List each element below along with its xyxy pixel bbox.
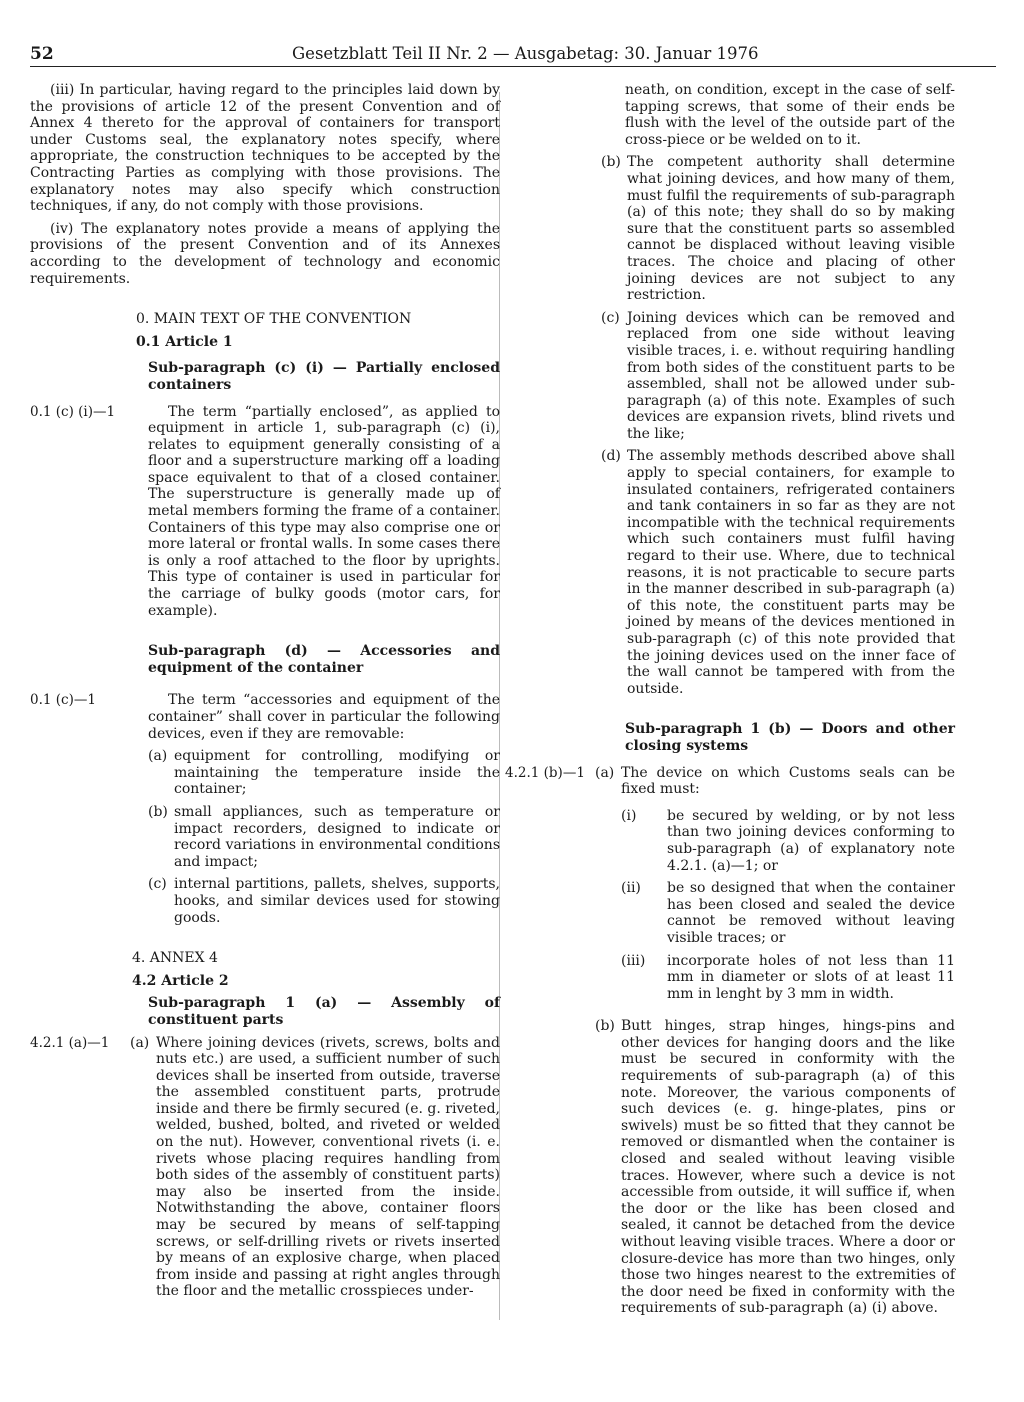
note-body: The device on which Customs seals can be fixed must: <box>621 764 955 798</box>
note-ref: 0.1 (c)—1 <box>30 692 96 709</box>
subheading-1b: Sub-paragraph 1 (b) — Doors and other closing systems <box>625 721 955 754</box>
note-ref: 4.2.1 (b)—1 <box>505 764 585 781</box>
note-body: Where joining devices (rivets, screws, bolts and nuts etc.) are used, a sufficient number of such devices shall be inserted from outside, traverse the assembled constituent parts, protrude inside and there be firmly secured (e. g. riveted, welded, bushed, bolted, and riveted or welded on the nut). However, conventional rivets (i. e. rivets whose placing requires handling from both sides of the assembly of constituent parts) may also be inserted from the inside. Notwithstanding the above, container floors may be secured by means of self-tapping screws, or self-drilling rivets or rivets inserted by means of an explosive charge, when placed from inside and passing at right angles through the floor and the metallic crosspieces under- <box>156 1034 500 1300</box>
note-ref: 4.2.1 (a)—1 <box>30 1034 110 1051</box>
heading-article-1: 0.1 Article 1 <box>136 333 233 350</box>
heading-article-2: 4.2 Article 2 <box>132 972 229 989</box>
note-4-2-1-a-1: 4.2.1 (a)—1 (a) Where joining devices (rivets, screws, bolts and nuts etc.) are used, a sufficient number of such devices shall be inserted from outside, traverse the assembled constituent parts, protrude inside and there be firmly secured (e. g. riveted, welded, bushed, bolted, and riveted or welded on the nut). However, conventional rivets (i. e. rivets whose placing requires handling from both sides of the assembly of constituent parts) may also be inserted from the inside. Notwithstanding the above, container floors may be secured by means of self-tapping screws, or self-drilling rivets or rivets inserted by means of an explosive charge, when placed from inside and passing at right angles through the floor and the metallic crosspieces under- <box>30 1034 500 1300</box>
note-continuation: neath, on condition, except in the case of self-tapping screws, that some of their ends be flush with the level of the outside part of the cross-piece or be welded on to it. <box>625 82 955 148</box>
right-column <box>505 82 955 1317</box>
note-body: The term “accessories and equipment of the container” shall cover in particular the following devices, even if they are removable: <box>148 692 500 742</box>
page-number: 52 <box>30 44 54 64</box>
subheading-c: Sub-paragraph (c) (i) — Partially enclosed containers <box>148 360 500 393</box>
sub-list-item: (iii) incorporate holes of not less than 11 mm in diameter or slots of at least 11 mm in lenght by 3 mm in width. <box>621 952 955 1002</box>
paragraph-iv: (iv) The explanatory notes provide a means of applying the provisions of the present Convention and of its Annexes according to the development of technology and economic requirements. <box>30 220 500 287</box>
list-item: (c) Joining devices which can be removed and replaced from one side without leaving visible traces, i. e. without requiring handling from both sides of the constituent parts to be assembled, shall not be allowed under sub-paragraph (a) of this note. Examples of such devices are expansion rivets, blind rivets und the like; <box>601 309 955 442</box>
list-item: (b) Butt hinges, strap hinges, hings-pins and other devices for hanging doors and the like must be secured in conformity with the requirements of sub-paragraph (a) of this note. Moreover, the various components of such devices (e. g. hinge-plates, pins or swivels) must be so fitted that they cannot be removed or dismantled when the container is closed and sealed without leaving visible traces. However, where such a device is not accessible from outside, it will suffice if, when the door or the like has been closed and sealed, it cannot be detached from the device without leaving visible traces. Where a door or closure-device has more than two hinges, only those two hinges nearest to the extremities of the door need be fixed in conformity with the requirements of sub-paragraph (a) (i) above. <box>595 1018 955 1317</box>
note-0-1-c-i-1 <box>30 404 500 620</box>
note-0-1-c-1 <box>30 692 500 926</box>
subheading-1a: Sub-paragraph 1 (a) — Assembly of constituent parts <box>148 995 500 1028</box>
sub-list-item: (ii) be so designed that when the container has been closed and sealed the device cannot be removed without leaving visible traces; or <box>621 880 955 946</box>
paragraph-iii: (iii) In particular, having regard to the principles laid down by the provisions of article 12 of the present Convention and of Annex 4 thereto for the approval of containers for transport under Customs seal, the explanatory notes specify, where appropriate, the construction techniques to be accepted by the Contracting Parties as complying with those provisions. The explanatory notes may also specify which construction techniques, if any, do not comply with those provisions. <box>30 82 500 215</box>
list-item: (b) small appliances, such as temperature or impact recorders, designed to indicate or record variations in environmental conditions and impact; <box>148 803 500 870</box>
running-title: Gesetzblatt Teil II Nr. 2 — Ausgabetag: 30. Januar 1976 <box>292 44 759 63</box>
list-item: (d) The assembly methods described above shall apply to special containers, for example to insulated containers, refrigerated containers and tank containers in so far as they are not incompatible with the technical requirements which such containers must fulfil having regard to their use. Where, due to technical reasons, it is not practicable to secure parts in the manner described in sub-paragraph (a) of this note, the constituent parts may be joined by means of the devices mentioned in sub-paragraph (c) of this note provided that the joining devices used on the inner face of the wall cannot be tampered with from the outside. <box>601 448 955 697</box>
heading-annex-4: 4. ANNEX 4 <box>132 950 218 967</box>
left-column <box>30 82 500 1300</box>
note-body: The term “partially enclosed”, as applied to equipment in article 1, sub-paragraph (c) (i), relates to equipment generally consisting of a floor and a superstructure marking off a loading space equivalent to that of a closed container. The superstructure is generally made up of metal members forming the frame of a container. Containers of this type may also comprise one or more lateral or frontal walls. In some cases there is only a roof attached to the floor by uprights. This type of container is used in particular for the carriage of bulky goods (motor cars, for example). <box>148 403 500 619</box>
header-rule <box>30 66 996 67</box>
list-item: (a) equipment for controlling, modifying or maintaining the temperature inside the container; <box>148 748 500 798</box>
list-item: (c) internal partitions, pallets, shelves, supports, hooks, and similar devices used for stowing goods. <box>148 876 500 926</box>
note-4-2-1-b-1: 4.2.1 (b)—1 (a) The device on which Customs seals can be fixed must: (i) be secured by welding, or by not less than two joining devices conforming to sub-paragraph (a) of explanatory note 4.2.1. (a)—1; or (ii) be so designed that when the container has been closed and sealed the device cannot be removed without leaving visible traces; or (iii) incorporate holes of not less than 11 mm in diameter or slots of at least 11 mm in lenght by 3 mm in width. <box>505 764 955 1002</box>
list-item: (b) The competent authority shall determine what joining devices, and how many of them, must fulfil the requirements of sub-paragraph (a) of this note; they shall do so by making sure that the constituent parts so assembled cannot be displaced without leaving visible traces. The choice and placing of other joining devices are not subject to any restriction. <box>601 154 955 304</box>
note-ref: 0.1 (c) (i)—1 <box>30 403 116 420</box>
sub-list-item: (i) be secured by welding, or by not less than two joining devices conforming to sub-paragraph (a) of explanatory note 4.2.1. (a)—1; or <box>621 807 955 874</box>
heading-main-text: 0. MAIN TEXT OF THE CONVENTION <box>136 311 412 328</box>
subheading-d: Sub-paragraph (d) — Accessories and equipment of the container <box>148 643 500 676</box>
